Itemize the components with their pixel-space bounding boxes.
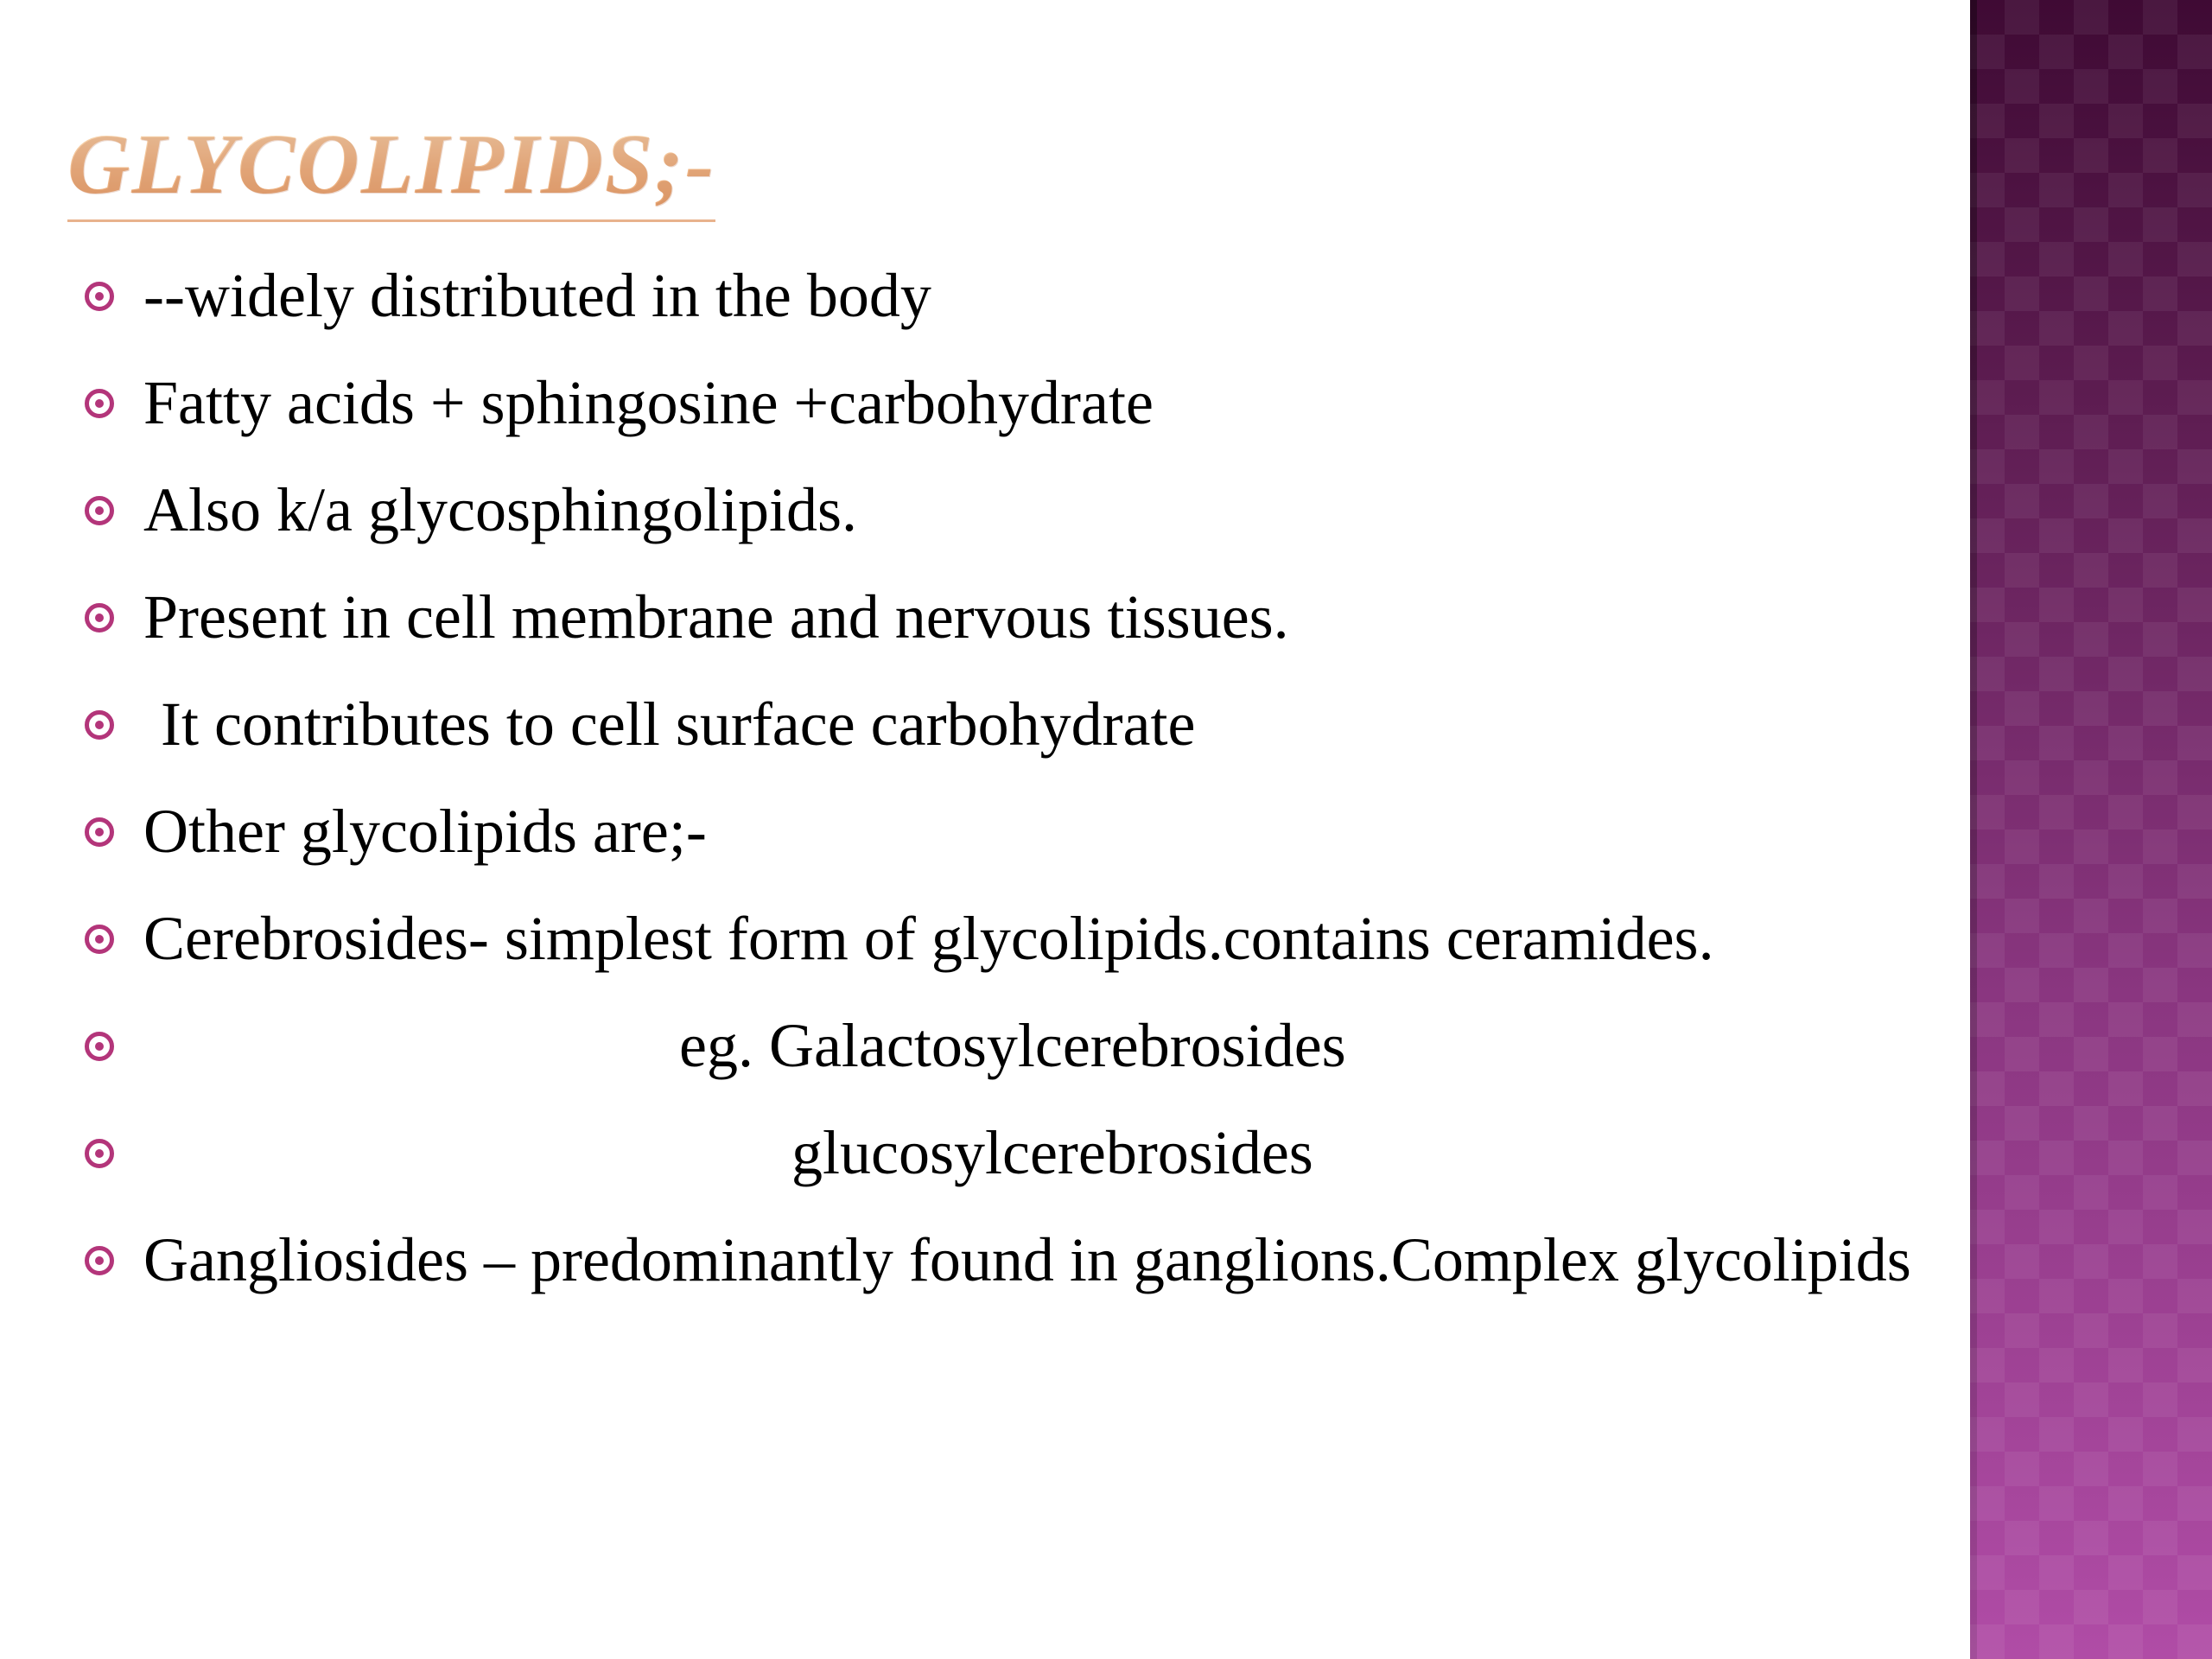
bullet-item <box>69 1108 2056 1215</box>
target-bullet-icon <box>85 925 114 954</box>
target-bullet-icon <box>85 1246 114 1275</box>
bullet-text: eg. Galactosylcerebrosides <box>679 1011 1346 1080</box>
slide-title: GLYCOLIPIDS;- <box>67 112 715 222</box>
bullet-item <box>69 679 2056 786</box>
target-bullet-icon <box>85 1139 114 1168</box>
target-bullet-icon <box>85 710 114 740</box>
bullet-item <box>69 786 2056 893</box>
bullet-text: Other glycolipids are;- <box>143 797 707 866</box>
target-bullet-icon <box>85 817 114 847</box>
bullet-text: --widely distributed in the body <box>143 261 931 330</box>
bullet-item <box>69 1001 2056 1108</box>
bullet-text: It contributes to cell surface carbohydrate <box>161 690 1196 759</box>
target-bullet-icon <box>85 603 114 632</box>
bullet-item <box>69 572 2056 679</box>
target-bullet-icon <box>85 389 114 418</box>
bullet-text: Gangliosides – predominantly found in ganglions.Complex glycolipids <box>143 1225 1911 1294</box>
bullet-list <box>69 251 2056 1305</box>
bullet-text: Present in cell membrane and nervous tissues. <box>143 582 1289 652</box>
bullet-text: Also k/a glycosphingolipids. <box>143 475 857 544</box>
bullet-item <box>69 465 2056 572</box>
target-bullet-icon <box>85 1032 114 1061</box>
bullet-text: Fatty acids + sphingosine +carbohydrate <box>143 368 1154 437</box>
bullet-item <box>69 893 2056 1001</box>
target-bullet-icon <box>85 282 114 311</box>
bullet-text: Cerebrosides- simplest form of glycolipids.contains ceramides. <box>143 904 1714 973</box>
bullet-item <box>69 1215 1975 1305</box>
target-bullet-icon <box>85 496 114 525</box>
bullet-item <box>69 251 2056 358</box>
bullet-text: glucosylcerebrosides <box>791 1118 1313 1187</box>
bullet-item <box>69 358 2056 465</box>
